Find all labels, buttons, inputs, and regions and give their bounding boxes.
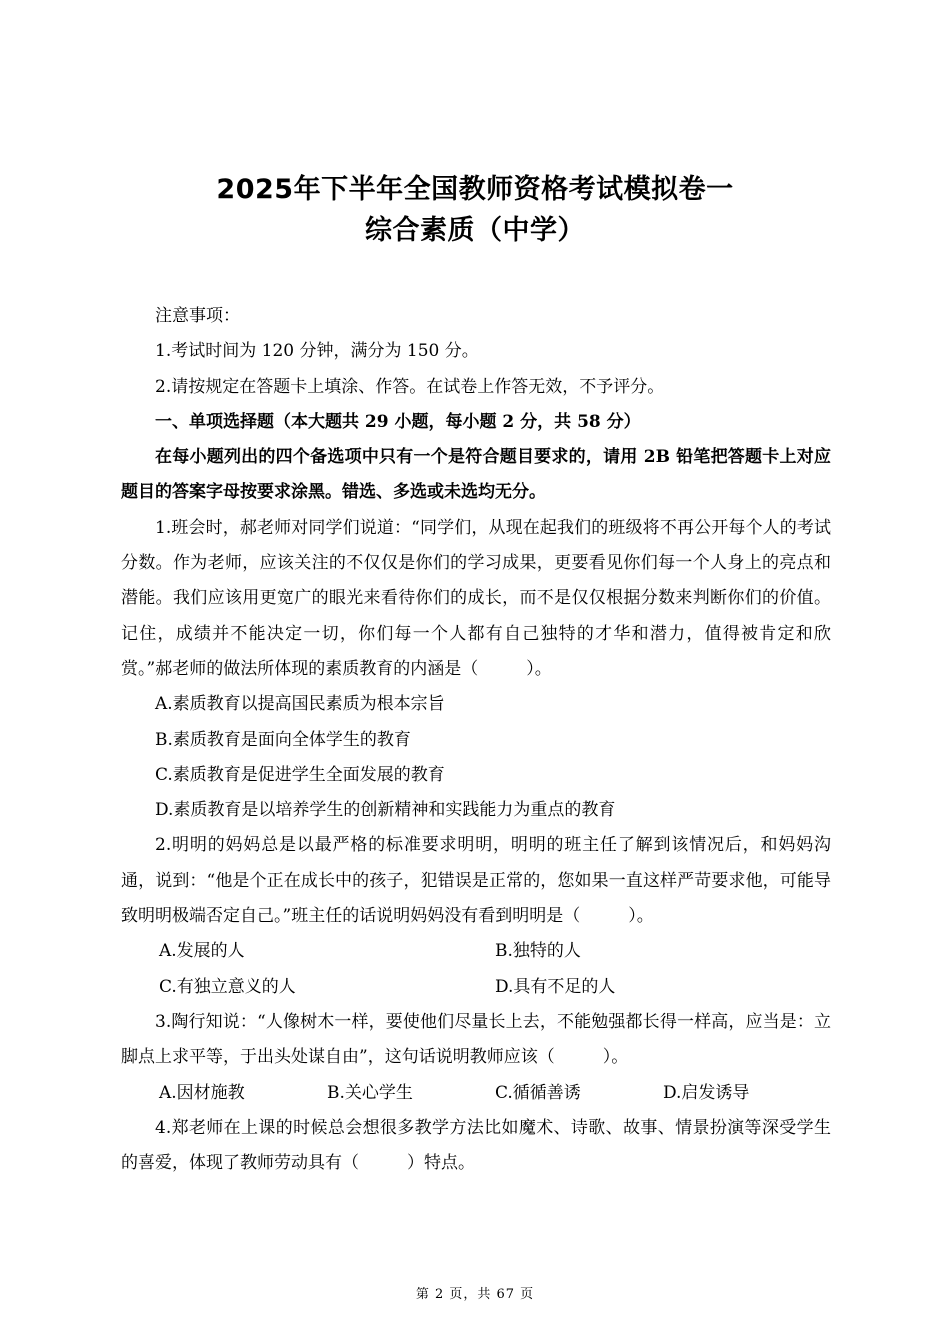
question-stem-text: 2.明明的妈妈总是以最严格的标准要求明明，明明的班主任了解到该情况后，和妈妈沟通，说到：“他是个正在成长中的孩子，犯错误是正常的，您如果一直这样严苛要求他，可能导致明明极端否定自己。”班主任的话说明妈妈没有看到明明是（ (121, 835, 831, 927)
question-stem-end: ）。 (628, 906, 654, 927)
question-3-option-a: A.因材施教 (159, 1082, 245, 1103)
question-2-option-b: B.独特的人 (495, 941, 581, 962)
question-3-option-c: C.循循善诱 (495, 1082, 581, 1103)
notes-item-2: 2.请按规定在答题卡上填涂、作答。在试卷上作答无效，不予评分。 (155, 376, 665, 397)
question-4-stem (121, 1111, 831, 1182)
question-stem-end: ）。 (602, 1047, 629, 1068)
notes-heading: 注意事项： (155, 306, 240, 326)
question-3-stem (121, 1005, 831, 1076)
exam-title: 2025年下半年全国教师资格考试模拟卷一 (216, 174, 734, 205)
question-stem-text: 3.陶行知说：“人像树木一样，要使他们尽量长上去，不能勉强都长得一样高，应当是：立脚点上求平等，于出头处谋自由”，这句话说明教师应该（ (121, 1011, 831, 1068)
question-1-stem (121, 511, 831, 687)
question-3-option-d: D.启发诱导 (663, 1082, 750, 1103)
question-1-option-c: C.素质教育是促进学生全面发展的教育 (155, 764, 445, 785)
exam-subtitle: 综合素质（中学） (365, 215, 585, 246)
page-footer: 第 2 页，共 67 页 (415, 1287, 535, 1302)
question-stem-text: 1.班会时，郝老师对同学们说道：“同学们，从现在起我们的班级将不再公开每个人的考试分数。作为老师，应该关注的不仅仅是你们的学习成果，更要看见你们每一个人身上的亮点和潜能。我们应该用更宽广的眼光来看待你们的成长，而不是仅仅根据分数来判断你们的价值。记住，成绩并不能决定一切，你们每一个人都有自己独特的才华和潜力，值得被肯定和欣赏。”郝老师的做法所体现的素质教育的内涵是（ (121, 517, 831, 679)
question-1-option-b: B.素质教育是面向全体学生的教育 (155, 729, 411, 750)
section-instruction: 在每小题列出的四个备选项中只有一个是符合题目要求的，请用 2B 铅笔把答题卡上对应题目的答案字母按要求涂黑。错选、多选或未选均无分。 (121, 447, 831, 503)
question-2-options-row-1 (121, 934, 831, 969)
question-2-stem (121, 828, 831, 934)
question-1-option-d: D.素质教育是以培养学生的创新精神和实践能力为重点的教育 (155, 800, 616, 821)
section-heading: 一、单项选择题（本大题共 29 小题，每小题 2 分，共 58 分） (155, 411, 641, 432)
question-2-option-d: D.具有不足的人 (495, 976, 616, 997)
question-stem-end: ）。 (526, 658, 552, 679)
question-2-option-c: C.有独立意义的人 (159, 976, 296, 997)
question-3-options-row (121, 1076, 831, 1111)
question-2-options-row-2 (121, 970, 831, 1005)
question-3-option-b: B.关心学生 (327, 1082, 413, 1103)
question-1-option-a: A.素质教育以提高国民素质为根本宗旨 (155, 694, 445, 715)
notes-item-1: 1.考试时间为 120 分钟，满分为 150 分。 (155, 341, 479, 362)
question-2-option-a: A.发展的人 (159, 941, 245, 962)
question-stem-end: ）特点。 (407, 1153, 475, 1174)
question-stem-text: 4.郑老师在上课的时候总会想很多教学方法比如魔术、诗歌、故事、情景扮演等深受学生的喜爱，体现了教师劳动具有（ (121, 1117, 831, 1174)
exam-content (121, 299, 831, 1181)
